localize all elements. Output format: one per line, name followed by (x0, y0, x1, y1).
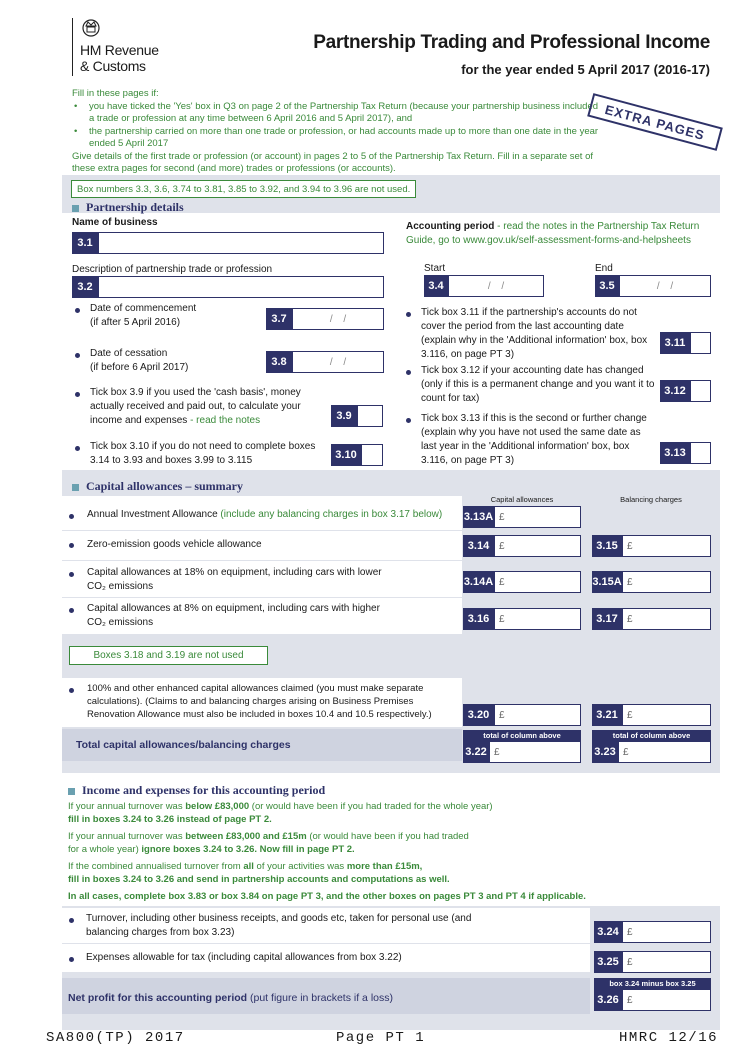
p2e: ignore boxes 3.24 to 3.26. Now fill in page PT 2. (141, 844, 355, 855)
name-label: Name of business (72, 217, 158, 228)
intro-lead: Fill in these pages if: (72, 88, 159, 99)
tick-311-label: Tick box 3.11 if the partnership's accounts do not cover the period from the last accounting date (explain why in the 'Additional information' box, box 3.116, on page PT 3) (421, 307, 648, 360)
ca18-input[interactable] (494, 571, 581, 593)
p3b: all (243, 861, 254, 872)
p2a: If your annual turnover was (68, 831, 186, 842)
accounting-period (406, 220, 716, 248)
date-changed-checkbox[interactable] (690, 380, 711, 402)
commence-label-text: Date of commencement (90, 303, 197, 314)
hmrc-logo (68, 18, 168, 78)
p1c: (or would have been if you had traded for the whole year) (249, 801, 493, 812)
cash-basis-note: - read the notes (190, 415, 261, 426)
total-col-note-2: total of column above (592, 730, 711, 741)
bullet (406, 312, 411, 317)
box-3-14-label: 3.14 (463, 535, 494, 557)
income-instructions (68, 800, 708, 903)
no-boxes-checkbox[interactable] (361, 444, 383, 466)
net-label-b: (put figure in brackets if a loss) (247, 992, 393, 1004)
accounting-note: - read the notes in the Partnership Tax Return Guide, go to www.gov.uk/self-assessment-forms-and-helpsheets (406, 221, 700, 246)
bullet (69, 688, 74, 693)
partnership-details-heading (72, 200, 184, 215)
zero-emission-label: Zero-emission goods vehicle allowance (87, 539, 262, 550)
bullet (69, 957, 74, 962)
start-date-input[interactable]: / / (448, 275, 544, 297)
net-profit-label (68, 991, 393, 1005)
bullet (69, 543, 74, 548)
p1a: If your annual turnover was (68, 801, 186, 812)
bullet (75, 353, 80, 358)
pound-sign: £ (499, 576, 505, 588)
accounting-label: Accounting period (406, 221, 495, 232)
tick-312-label: Tick box 3.12 if your accounting date has changed (only if this is a permanent change and you want it to count for tax) (421, 365, 655, 404)
pound-sign: £ (499, 613, 505, 625)
p2c: (or would have been if you had traded (306, 831, 469, 842)
p2b: between £83,000 and £15m (185, 831, 307, 842)
box-3-24-label: 3.24 (594, 921, 622, 943)
pound-sign: £ (494, 746, 500, 758)
box-3-13A-label: 3.13A (463, 506, 494, 528)
bullet (69, 514, 74, 519)
intro-bullet-1: • you have ticked the 'Yes' box in Q3 on page 2 of the Partnership Tax Return (because your partnership business included a trade or profession at any time between 6 April 2016 and 5 April 2017), and (74, 100, 599, 124)
bullet (69, 572, 74, 577)
box-3-23-label: 3.23 (592, 741, 618, 763)
p2d: for a whole year) (68, 844, 142, 855)
pound-sign: £ (623, 746, 629, 758)
capital-allowances-heading (72, 479, 243, 494)
cessation-sub-text: (if before 6 April 2017) (90, 362, 189, 373)
expenses-input[interactable] (622, 951, 711, 973)
capital-col-header: Capital allowances (490, 495, 554, 504)
ca8-label-line1: Capital allowances at 8% on equipment, including cars with higher (87, 603, 380, 614)
aia-input[interactable] (494, 506, 581, 528)
pound-sign: £ (627, 613, 633, 625)
box-3-1-label: 3.1 (72, 232, 98, 254)
pound-sign: £ (627, 994, 633, 1006)
start-label: Start (424, 263, 446, 274)
tick-310-label: Tick box 3.10 if you do not need to complete boxes 3.14 to 3.93 and boxes 3.99 to 3.115 (90, 441, 316, 466)
enhanced-ca-input[interactable] (494, 704, 581, 726)
intro-text (72, 88, 602, 176)
box-3-4-label: 3.4 (424, 275, 448, 297)
pound-sign: £ (627, 956, 633, 968)
aia-label-text: Annual Investment Allowance (87, 509, 218, 520)
total-capital-label: Total capital allowances/balancing charges (76, 739, 291, 751)
box-3-22-label: 3.22 (463, 741, 489, 763)
box-3-14A-label: 3.14A (463, 571, 494, 593)
p3a: If the combined annualised turnover from (68, 861, 244, 872)
total-col-note-1: total of column above (463, 730, 581, 741)
logo-line1: HM Revenue (80, 42, 159, 58)
not-used-note: Box numbers 3.3, 3.6, 3.74 to 3.81, 3.85 to 3.92, and 3.94 to 3.96 are not used. (71, 180, 416, 198)
end-label: End (595, 263, 613, 274)
pound-sign: £ (627, 576, 633, 588)
ca8-input[interactable] (494, 608, 581, 630)
commencement-date-input[interactable]: / / (292, 308, 384, 330)
vertical-rule (72, 18, 73, 76)
net-label-a: Net profit for this accounting period (68, 992, 248, 1004)
bc8-input[interactable] (622, 608, 711, 630)
box-3-13-label: 3.13 (660, 442, 690, 464)
box-3-17-label: 3.17 (592, 608, 622, 630)
box-3-12-label: 3.12 (660, 380, 690, 402)
box-3-21-label: 3.21 (592, 704, 622, 726)
box-3-20-label: 3.20 (463, 704, 494, 726)
pound-sign: £ (627, 540, 633, 552)
turnover-input[interactable] (622, 921, 711, 943)
zero-emission-bc-input[interactable] (622, 535, 711, 557)
enhanced-bc-input[interactable] (622, 704, 711, 726)
intro-bullet-2-text: the partnership carried on more than one trade or profession, or had accounts made up to more than one date in the year ended 5 April 2017 (89, 125, 599, 149)
cash-basis-checkbox[interactable] (357, 405, 383, 427)
ca18-label (87, 566, 382, 594)
end-date-input[interactable]: / / (619, 275, 711, 297)
box-3-10-label: 3.10 (331, 444, 361, 466)
box-3-26-label: 3.26 (594, 989, 622, 1011)
intro-bullet-2: • the partnership carried on more than one trade or profession, or had accounts made up to more than one date in the year ended 5 April 2017 (74, 125, 599, 149)
box-3-7-label: 3.7 (266, 308, 292, 330)
commence-label (90, 302, 196, 330)
p3e: fill in boxes 3.24 to 3.26 and send in partnership accounts and computations as well. (68, 874, 450, 885)
p3c: of your activities was (253, 861, 347, 872)
expenses-label: Expenses allowable for tax (including capital allowances from box 3.22) (86, 952, 402, 963)
box-3-2-label: 3.2 (72, 276, 98, 298)
box-3-11-label: 3.11 (660, 332, 690, 354)
not-used-318-note: Boxes 3.18 and 3.19 are not used (69, 646, 268, 665)
page-number: Page PT 1 (336, 1030, 426, 1046)
net-note: box 3.24 minus box 3.25 (594, 978, 711, 989)
bullet (75, 392, 80, 397)
turnover-label: Turnover, including other business receipts, and goods etc, taken for personal use (and balancing charges from box 3.23) (86, 913, 472, 938)
pound-sign: £ (627, 709, 633, 721)
capital-allowances-heading-text: Capital allowances – summary (86, 479, 243, 493)
box-3-25-label: 3.25 (594, 951, 622, 973)
box-3-8-label: 3.8 (266, 351, 292, 373)
pound-sign: £ (499, 709, 505, 721)
trade-description-input[interactable] (98, 276, 384, 298)
form-code: SA800(TP) 2017 (46, 1030, 185, 1046)
net-profit-input[interactable] (622, 989, 711, 1011)
bc18-input[interactable] (622, 571, 711, 593)
income-heading-text: Income and expenses for this accounting period (82, 783, 326, 797)
cessation-label-text: Date of cessation (90, 348, 168, 359)
balancing-col-header: Balancing charges (620, 495, 682, 504)
income-heading (68, 783, 325, 798)
zero-emission-ca-input[interactable] (494, 535, 581, 557)
pound-sign: £ (627, 926, 633, 938)
business-name-input[interactable] (98, 232, 384, 254)
aia-label (87, 508, 442, 522)
ca8-label (87, 602, 380, 630)
page-subtitle: for the year ended 5 April 2017 (2016-17) (461, 62, 710, 77)
bullet (406, 418, 411, 423)
second-change-checkbox[interactable] (690, 442, 711, 464)
hmrc-version: HMRC 12/16 (618, 1030, 718, 1046)
cash-basis-label (90, 386, 326, 428)
bullet (69, 918, 74, 923)
p1b: below £83,000 (185, 801, 250, 812)
enhanced-label: 100% and other enhanced capital allowances claimed (you must make separate calculations). (Claims to and balancing charges arising on Business Premises Renovation Allowance must also be included in boxes 10.4 and 10.5 respectively.) (87, 683, 432, 720)
desc-label: Description of partnership trade or profession (72, 264, 273, 275)
page-title: Partnership Trading and Professional Income (313, 32, 710, 53)
total-bc-input[interactable] (618, 741, 711, 763)
p1d: fill in boxes 3.24 to 3.26 instead of page PT 2. (68, 814, 272, 825)
box-3-16-label: 3.16 (463, 608, 494, 630)
box-3-9-label: 3.9 (331, 405, 357, 427)
accounts-gap-checkbox[interactable] (690, 332, 711, 354)
commence-sub-text: (if after 5 April 2016) (90, 317, 181, 328)
extra-pages-stamp: EXTRA PAGES (587, 93, 723, 151)
cash-basis-text: Tick box 3.9 if you used the 'cash basis', money actually received and paid out, to calculate your income and expenses (90, 387, 301, 426)
pound-sign: £ (499, 511, 505, 523)
crest-icon (80, 18, 102, 38)
pound-sign: £ (499, 540, 505, 552)
aia-note: (include any balancing charges in box 3.17 below) (220, 509, 443, 520)
ca18-label-line1: Capital allowances at 18% on equipment, including cars with lower (87, 567, 382, 578)
partnership-details-heading-text: Partnership details (86, 200, 184, 214)
cessation-label (90, 347, 188, 375)
tick-313-label: Tick box 3.13 if this is the second or further change (explain why you have not used the same date as last year in the 'Additional information' box, box 3.116, on page PT 3) (421, 413, 647, 466)
bullet (75, 308, 80, 313)
total-ca-input[interactable] (489, 741, 581, 763)
box-3-5-label: 3.5 (595, 275, 619, 297)
intro-footer: Give details of the first trade or profession (or account) in pages 2 to 5 of the Partnership Tax Return. Fill in a separate set of these extra pages for second (and more) trades or professions (or accounts). (72, 150, 594, 174)
bullet (406, 370, 411, 375)
bullet (75, 446, 80, 451)
ca8-label-line2: CO₂ emissions (87, 617, 154, 628)
logo-line2: & Customs (80, 58, 146, 74)
cessation-date-input[interactable]: / / (292, 351, 384, 373)
p4: In all cases, complete box 3.83 or box 3.84 on page PT 3, and the other boxes on pages PT 3 and PT 4 if applicable. (68, 891, 586, 902)
bullet (69, 608, 74, 613)
p3d: more than £15m, (346, 861, 423, 872)
intro-bullet-1-text: you have ticked the 'Yes' box in Q3 on page 2 of the Partnership Tax Return (because your partnership business included a trade or profession at any time between 6 April 2016 and 5 April 2017), and (89, 100, 599, 124)
box-3-15A-label: 3.15A (592, 571, 622, 593)
ca18-label-line2: CO₂ emissions (87, 581, 154, 592)
box-3-15-label: 3.15 (592, 535, 622, 557)
